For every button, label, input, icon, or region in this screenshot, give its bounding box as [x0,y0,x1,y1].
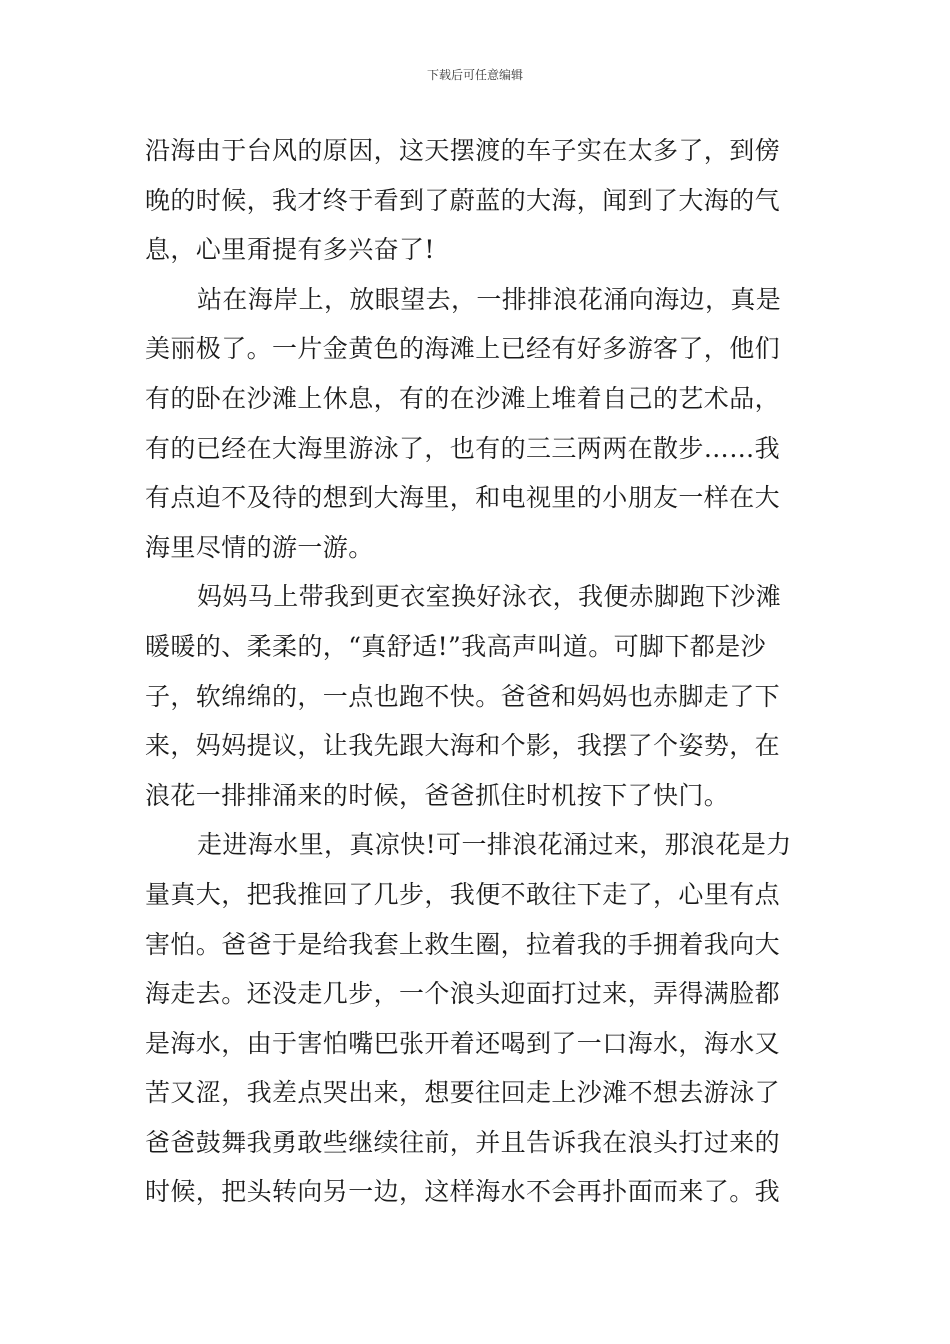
paragraph-first-line: 站在海岸上，放眼望去，一排排浪花涌向海边，真是 [197,284,782,314]
text-line: 美丽极了。一片金黄色的海滩上已经有好多游客了，他们 [145,334,781,364]
text-line: 时候，把头转向另一边，这样海水不会再扑面而来了。我 [145,1177,781,1207]
text-line: 爸爸鼓舞我勇敢些继续往前，并且告诉我在浪头打过来的 [145,1127,781,1157]
text-line: 浪花一排排涌来的时候，爸爸抓住时机按下了快门。 [145,780,730,810]
text-line: 沿海由于台风的原因，这天摆渡的车子实在太多了，到傍 [145,136,781,165]
text-line: 害怕。爸爸于是给我套上救生圈，拉着我的手拥着我向大 [145,929,781,959]
text-line: 息，心里甭提有多兴奋了! [145,235,435,265]
text-line: 有的已经在大海里游泳了，也有的三三两两在散步……我 [145,433,781,463]
text-line: 是海水，由于害怕嘴巴张开着还喝到了一口海水，海水又 [145,1028,781,1058]
text-line: 子，软绵绵的，一点也跑不快。爸爸和妈妈也赤脚走了下 [145,681,781,711]
text-line: 晚的时候，我才终于看到了蔚蓝的大海，闻到了大海的气 [145,185,781,215]
text-line: 来，妈妈提议，让我先跟大海和个影，我摆了个姿势，在 [145,731,781,761]
text-line: 暖暖的、柔柔的，“真舒适!”我高声叫道。可脚下都是沙 [145,631,767,661]
paragraph-first-line: 妈妈马上带我到更衣室换好泳衣，我便赤脚跑下沙滩 [197,582,782,612]
text-line: 海走去。还没走几步，一个浪头迎面打过来，弄得满脸都 [145,979,781,1009]
text-line: 海里尽情的游一游。 [145,532,374,562]
document-body [145,126,807,1217]
text-line: 有的卧在沙滩上休息，有的在沙滩上堆着自己的艺术品， [145,383,781,413]
paragraph-first-line: 走进海水里，真凉快!可一排浪花涌过来，那浪花是力 [197,830,792,860]
text-line: 量真大，把我推回了几步，我便不敢往下走了，心里有点 [145,879,781,909]
page-header: 下载后可任意编辑 [426,68,523,82]
text-line: 苦又涩，我差点哭出来，想要往回走上沙滩不想去游泳了 [145,1078,781,1108]
text-line: 有点迫不及待的想到大海里，和电视里的小朋友一样在大 [145,483,781,513]
